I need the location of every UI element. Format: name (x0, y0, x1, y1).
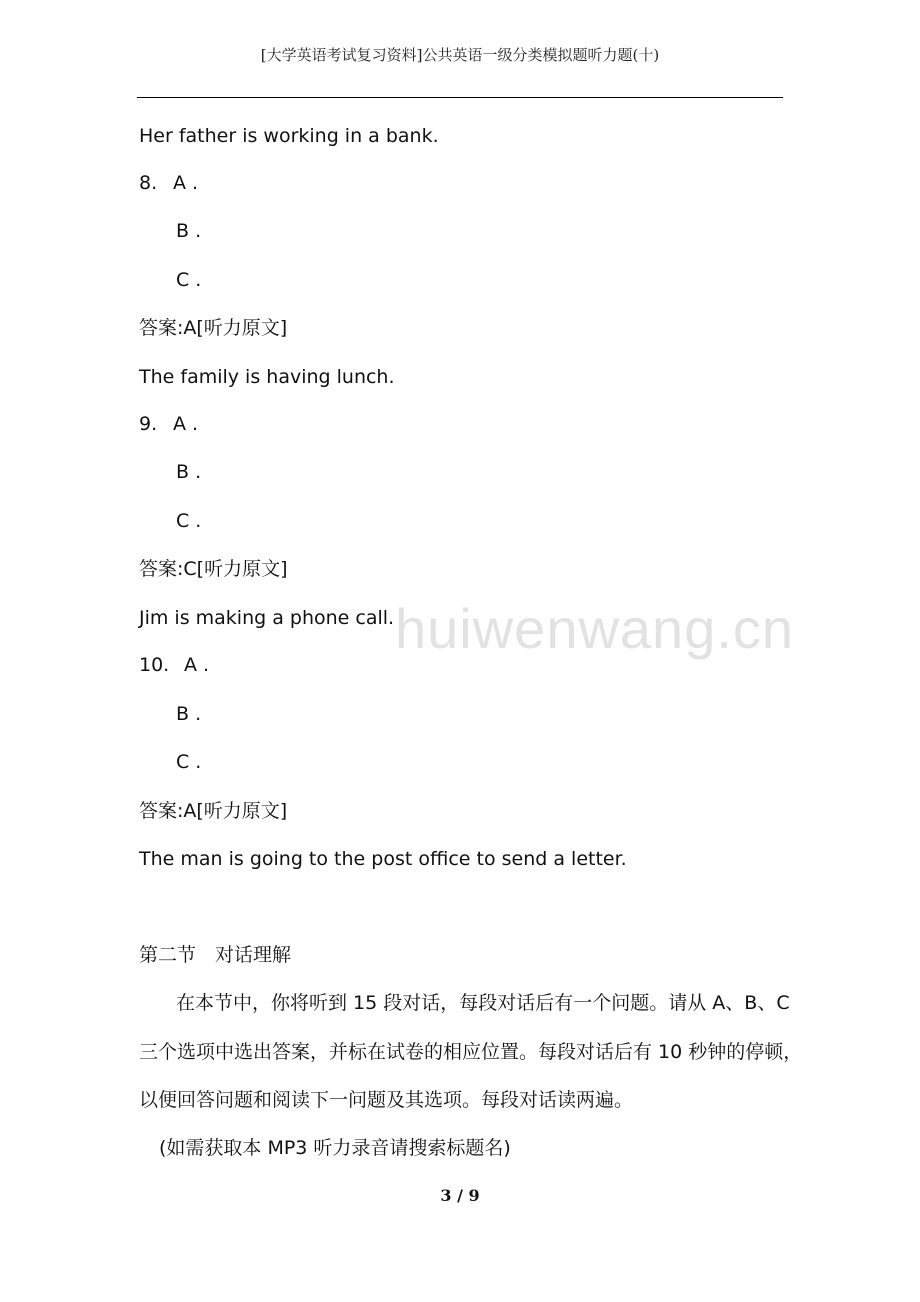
section2-instructions-line1: 在本节中，你将听到 15 段对话，每段对话后有一个问题。请从 A、B、C (176, 992, 790, 1014)
page-number: 3 / 9 (440, 1186, 480, 1205)
q9-option-c: C . (176, 510, 202, 532)
q9-option-a: A . (173, 413, 199, 435)
q8-number: 8. (139, 172, 158, 194)
section2-note: (如需获取本 MP3 听力录音请搜索标题名) (159, 1137, 511, 1159)
q8-option-c: C . (176, 269, 202, 291)
q10-option-a: A . (184, 654, 210, 676)
q8-answer: 答案:A[听力原文] (139, 317, 288, 339)
q8-option-a: A . (173, 172, 199, 194)
q10-transcript: The man is going to the post office to send a letter. (139, 848, 627, 870)
q9-transcript: Jim is making a phone call. (139, 607, 395, 629)
q9-answer: 答案:C[听力原文] (139, 558, 288, 580)
q7-transcript: Her father is working in a bank. (139, 125, 439, 147)
document-header-title: [大学英语考试复习资料]公共英语一级分类模拟题听力题(十) (260, 46, 660, 64)
q10-number: 10. (139, 654, 170, 676)
q10-option-c: C . (176, 751, 202, 773)
watermark: huiwenwang.cn (395, 597, 795, 660)
q8-option-b: B . (176, 220, 202, 242)
q10-row (139, 653, 209, 677)
q8-transcript: The family is having lunch. (139, 366, 395, 388)
q9-option-b: B . (176, 461, 202, 483)
section2-heading: 第二节 对话理解 (139, 944, 292, 966)
q10-option-b: B . (176, 703, 202, 725)
q9-number: 9. (139, 413, 158, 435)
q9-row (139, 412, 198, 436)
header-divider (137, 97, 783, 98)
section2-instructions-line3: 以便回答问题和阅读下一问题及其选项。每段对话读两遍。 (139, 1089, 634, 1111)
q8-row (139, 171, 198, 195)
q10-answer: 答案:A[听力原文] (139, 800, 288, 822)
section2-instructions-line2: 三个选项中选出答案，并标在试卷的相应位置。每段对话后有 10 秒钟的停顿， (139, 1041, 803, 1063)
